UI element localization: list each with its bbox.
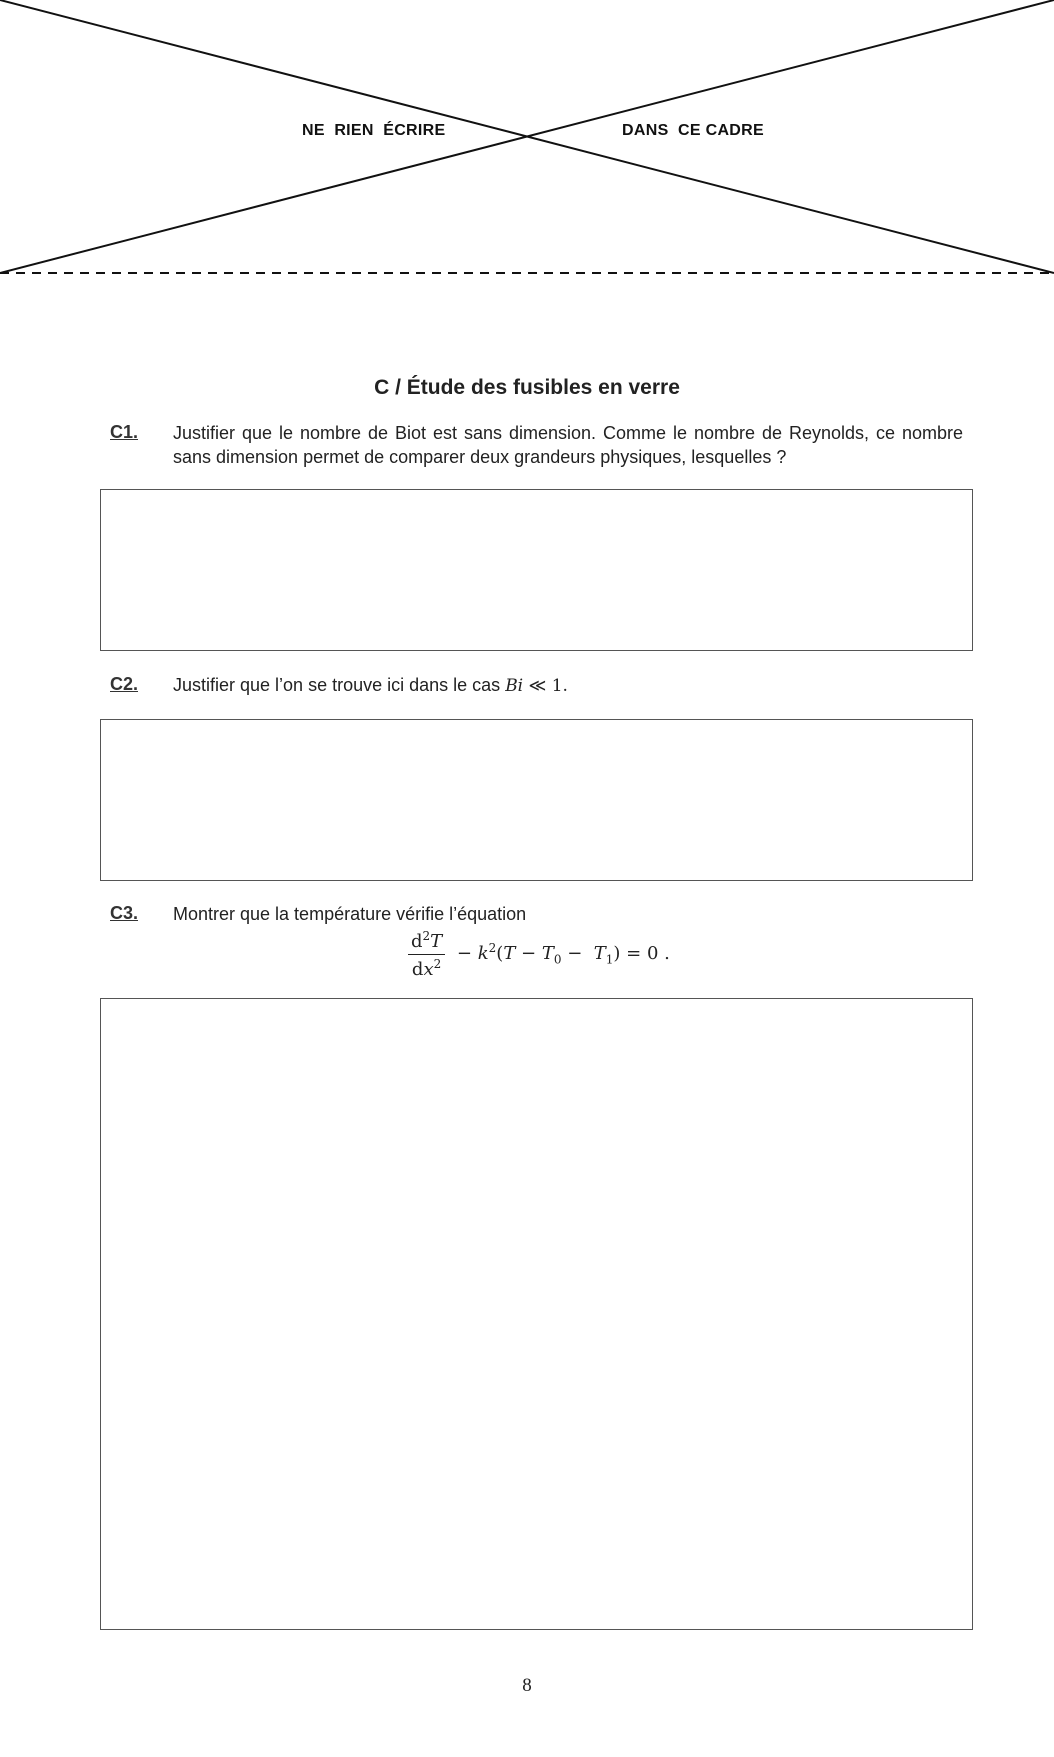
no-write-label-left: NE RIEN ÉCRIRE: [302, 122, 446, 139]
answer-box-c2[interactable]: [100, 719, 973, 881]
page-number: 8: [522, 1675, 532, 1696]
question-text-c2-prose: Justifier que l’on se trouve ici dans le cas: [173, 675, 501, 695]
question-text-c3: Montrer que la température vérifie l’équation: [173, 904, 527, 924]
much-less-than-one: ≪ 1.: [523, 676, 568, 696]
fraction-numerator: $d^2T$: [408, 929, 445, 955]
answer-box-c1[interactable]: [100, 489, 973, 651]
answer-box-c3[interactable]: [100, 998, 973, 1630]
question-label-c2: C2.: [110, 674, 139, 694]
question-text-c1: Justifier que le nombre de Biot est sans dimension. Comme le nombre de Reynolds, ce nombre sans dimension permet de comparer deux grandeurs physiques, lesquelles ?: [173, 423, 963, 467]
heat-equation: [408, 924, 670, 984]
second-derivative-fraction: [408, 929, 445, 980]
question-text-c2: [173, 673, 963, 698]
question-label-c1: C1.: [110, 422, 139, 442]
biot-symbol: Bi: [505, 676, 524, 696]
question-label-c3: C3.: [110, 903, 139, 923]
equation-rhs: − $k^2(T - T_0 - T_1) = 0$ .: [451, 941, 670, 967]
no-write-cross-frame: [0, 0, 1054, 280]
section-title: C / Étude des fusibles en verre: [374, 376, 680, 399]
no-write-label-right: DANS CE CADRE: [622, 122, 764, 139]
fraction-denominator: $dx^2$: [411, 956, 442, 980]
